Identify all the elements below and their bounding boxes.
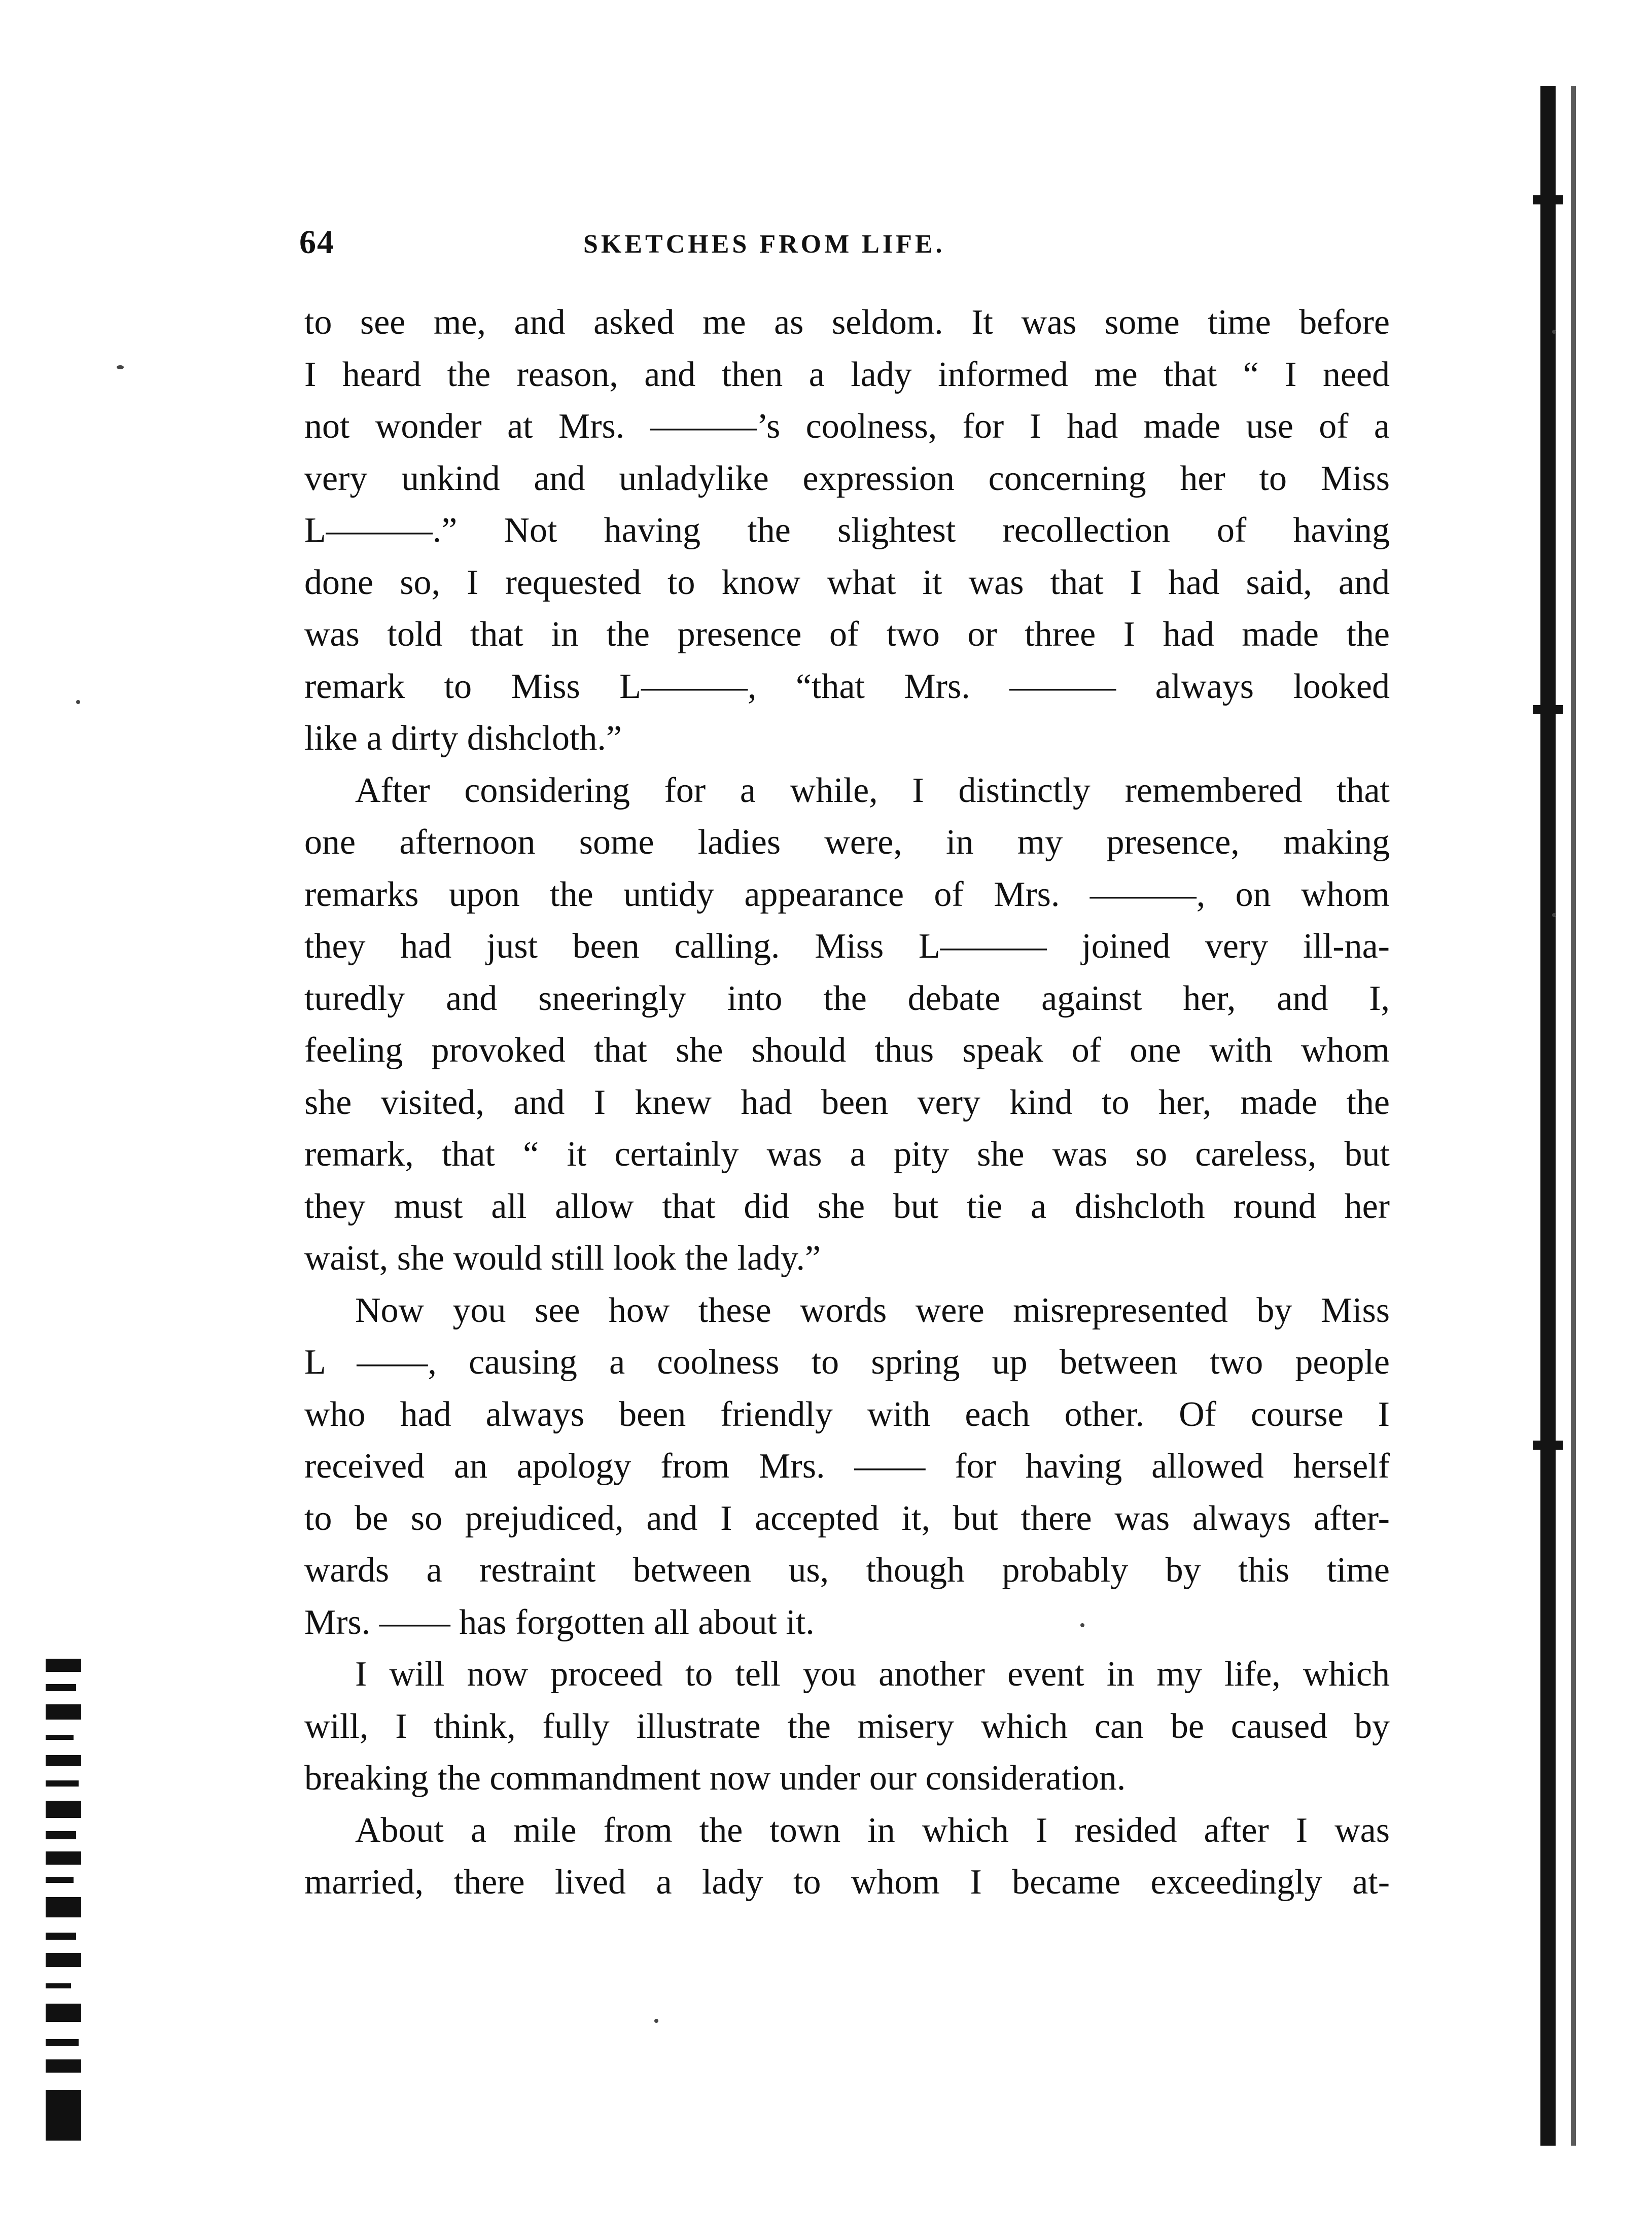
text-line: not wonder at Mrs. ———’s coolness, for I had made use of a [304,407,1390,446]
text-line: they must all allow that did she but tie a dishcloth round her [304,1186,1390,1226]
text-line: L ——, causing a coolness to spring up between two people [304,1343,1390,1382]
text-line: I heard the reason, and then a lady informed me that “ I need [304,355,1390,394]
text-line: About a mile from the town in which I resided after I was [355,1810,1390,1850]
text-line: was told that in the presence of two or three I had made the [304,615,1390,654]
text-line: waist, she would still look the lady.” [304,1239,821,1278]
text-line: L———.” Not having the slightest recollection of having [304,511,1390,550]
paragraph [304,1285,1390,1649]
text-line: done so, I requested to know what it was that I had said, and [304,563,1390,602]
text-line: married, there lived a lady to whom I became exceedingly at- [304,1863,1390,1902]
binding-notch [1533,195,1563,204]
text-line: I will now proceed to tell you another event in my life, which [355,1655,1390,1694]
binding-edge-shadow [1571,86,1576,2146]
running-header [299,223,1390,269]
text-line: who had always been friendly with each other. Of course I [304,1394,1390,1434]
binding-notch [1533,705,1563,714]
paragraph [304,765,1390,1285]
scan-speck [1552,913,1556,917]
text-line: breaking the commandment now under our consideration. [304,1759,1126,1798]
binding-notch [1533,1441,1563,1450]
text-line: she visited, and I knew had been very kind to her, made the [304,1082,1390,1122]
scan-speck [117,365,124,369]
text-line: wards a restraint between us, though probably by this time [304,1551,1390,1590]
text-line: they had just been calling. Miss L——— joined very ill-na- [304,927,1390,966]
running-title: SKETCHES FROM LIFE. [583,230,945,259]
page-number: 64 [299,224,335,261]
text-line: will, I think, fully illustrate the misery which can be caused by [304,1706,1390,1746]
scan-barcode-strip [46,1659,86,2141]
paragraph [304,297,1390,765]
text-line: to be so prejudiced, and I accepted it, but there was always after- [304,1498,1390,1538]
text-line: like a dirty dishcloth.” [304,719,622,758]
scan-speck [654,2019,658,2023]
binding-edge [1540,86,1556,2146]
scan-speck [1552,330,1556,334]
text-line: remark to Miss L———, “that Mrs. ——— always looked [304,667,1390,706]
text-line: remarks upon the untidy appearance of Mrs. ———, on whom [304,874,1390,914]
text-line: turedly and sneeringly into the debate against her, and I, [304,978,1390,1018]
paragraph [304,1649,1390,1805]
scan-speck [76,700,80,704]
paragraph [304,1805,1390,1909]
text-line: one afternoon some ladies were, in my presence, making [304,823,1390,862]
text-line: received an apology from Mrs. —— for having allowed herself [304,1447,1390,1486]
text-line: remark, that “ it certainly was a pity she was so careless, but [304,1135,1390,1174]
text-line: feeling provoked that she should thus speak of one with whom [304,1031,1390,1070]
text-line: Now you see how these words were misrepresented by Miss [355,1290,1390,1330]
text-line: After considering for a while, I distinctly remembered that [355,771,1390,810]
text-line: Mrs. —— has forgotten all about it. [304,1602,815,1642]
text-line: to see me, and asked me as seldom. It was some time before [304,303,1390,342]
body-text [304,297,1390,1909]
text-line: very unkind and unladylike expression concerning her to Miss [304,459,1390,498]
